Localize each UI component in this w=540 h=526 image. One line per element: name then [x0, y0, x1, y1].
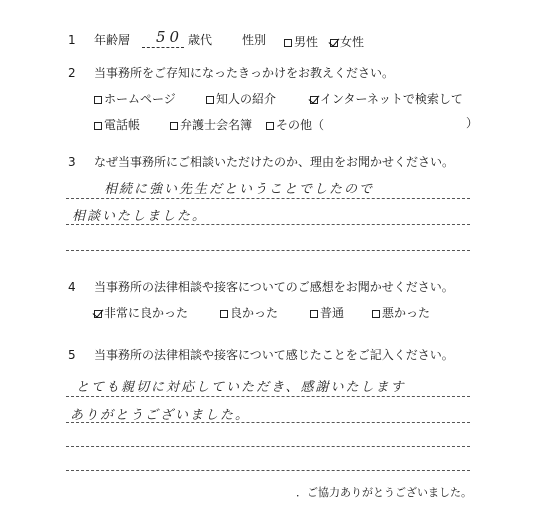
- q5-answer-rule-1: [66, 396, 470, 397]
- age-value[interactable]: 50: [156, 28, 184, 46]
- q5-answer-rule-2: [66, 422, 470, 423]
- checked-checkbox-icon[interactable]: [330, 39, 338, 47]
- question-3-text: なぜ当事務所にご相談いただけたのか、理由をお聞かせください。: [94, 155, 455, 169]
- q3-answer-rule-3: [66, 250, 470, 251]
- q2-other-close-paren: ）: [466, 116, 479, 130]
- question-4-number: 4: [68, 280, 76, 294]
- gender-label: 性別: [242, 33, 267, 47]
- age-label: 年齢層: [94, 33, 131, 47]
- q4-option-normal[interactable]: 普通: [310, 304, 344, 321]
- checkbox-icon[interactable]: [94, 96, 102, 104]
- checkbox-icon[interactable]: [284, 39, 292, 47]
- checked-checkbox-icon[interactable]: [310, 96, 318, 104]
- q3-answer-rule-1: [66, 198, 470, 199]
- q3-answer-rule-2: [66, 224, 470, 225]
- q3-answer-line-2[interactable]: 相談いたしました。: [72, 209, 208, 224]
- question-4-text: 当事務所の法律相談や接客についてのご感想をお聞かせください。: [94, 280, 454, 294]
- q3-answer-line-1[interactable]: 相続に強い先生だということでしたので: [104, 182, 375, 197]
- q5-answer-rule-4: [66, 470, 470, 471]
- age-underline: [142, 47, 184, 48]
- checkbox-icon[interactable]: [220, 310, 228, 318]
- q4-option-very-good[interactable]: 非常に良かった: [94, 304, 188, 321]
- question-1-number: 1: [68, 33, 76, 47]
- age-suffix: 歳代: [188, 33, 213, 47]
- checkbox-icon[interactable]: [266, 122, 274, 130]
- checkbox-icon[interactable]: [206, 96, 214, 104]
- question-3-number: 3: [68, 155, 76, 169]
- q5-answer-line-1[interactable]: とても親切に対応していただき、感謝いたします: [76, 380, 406, 395]
- q2-option-homepage[interactable]: ホームページ: [94, 90, 176, 107]
- checkbox-icon[interactable]: [310, 310, 318, 318]
- q4-option-good[interactable]: 良かった: [220, 304, 278, 321]
- q5-answer-line-2[interactable]: ありがとうございました。: [70, 408, 251, 423]
- q2-option-internet-search[interactable]: インターネットで検索して: [310, 90, 463, 107]
- checkbox-icon[interactable]: [170, 122, 178, 130]
- q4-option-bad[interactable]: 悪かった: [372, 304, 430, 321]
- question-2-text: 当事務所をご存知になったきっかけをお教えください。: [94, 66, 395, 80]
- q2-option-phonebook[interactable]: 電話帳: [94, 116, 140, 133]
- q2-option-bar-directory[interactable]: 弁護士会名簿: [170, 116, 252, 133]
- q2-option-other[interactable]: その他（: [266, 116, 324, 133]
- q2-option-referral[interactable]: 知人の紹介: [206, 90, 276, 107]
- footer-thanks: ．ご協力ありがとうございました。: [296, 486, 472, 499]
- checkbox-icon[interactable]: [94, 122, 102, 130]
- question-2-number: 2: [68, 66, 76, 80]
- gender-option-female[interactable]: 女性: [330, 33, 364, 50]
- gender-option-male[interactable]: 男性: [284, 33, 318, 50]
- question-5-number: 5: [68, 348, 76, 362]
- checked-checkbox-icon[interactable]: [94, 310, 102, 318]
- question-5-text: 当事務所の法律相談や接客について感じたことをご記入ください。: [94, 348, 454, 362]
- q5-answer-rule-3: [66, 446, 470, 447]
- checkbox-icon[interactable]: [372, 310, 380, 318]
